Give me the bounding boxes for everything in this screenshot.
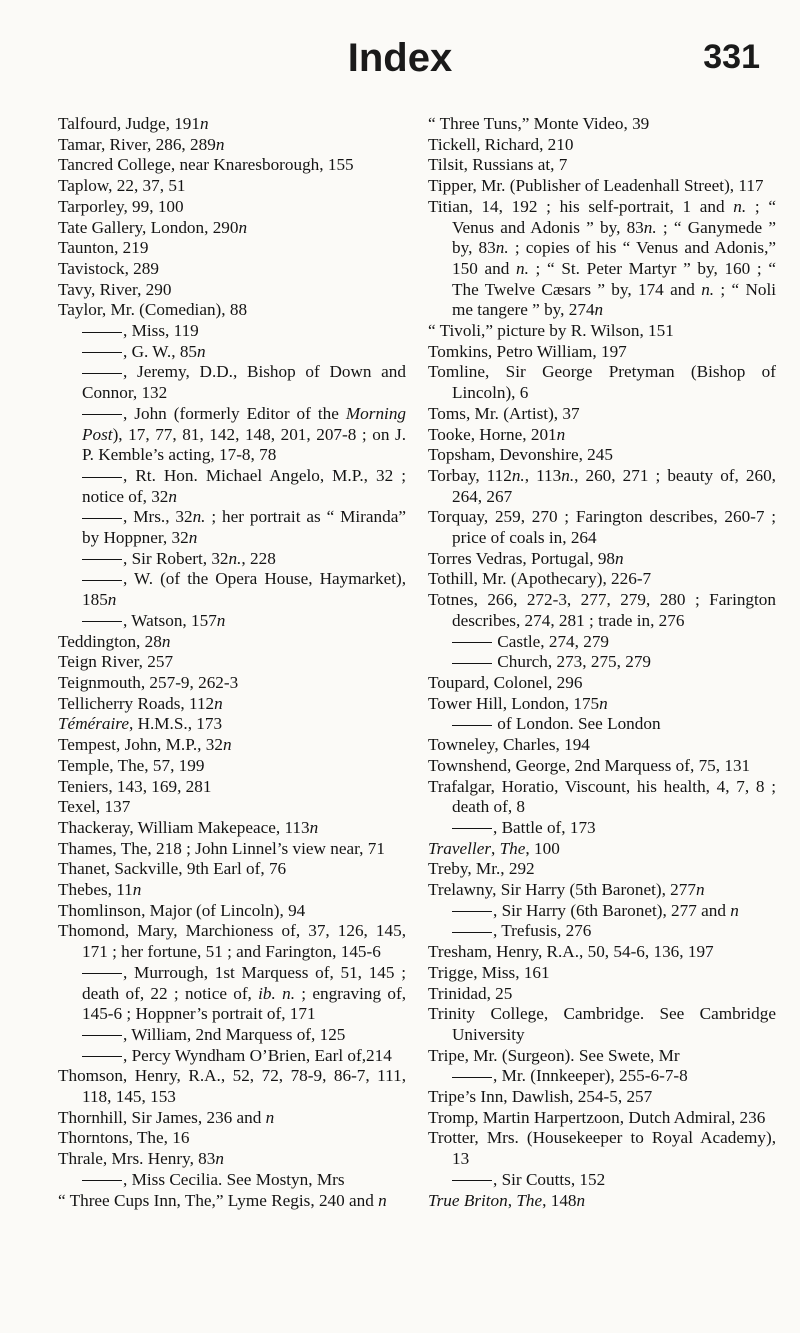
index-entry xyxy=(58,901,406,922)
entry-text: Treby, Mr., 292 xyxy=(428,859,535,879)
entry-text: , H.M.S., 173 xyxy=(128,714,223,734)
entry-text: Castle, 274, 279 xyxy=(493,631,610,651)
index-entry xyxy=(428,507,776,548)
entry-text: , Battle of, 173 xyxy=(493,817,596,837)
entry-text: Thornhill, Sir James, 236 and xyxy=(58,1107,266,1127)
entry-text: , Mr. (Innkeeper), 255-6-7-8 xyxy=(493,1066,688,1086)
index-subentry xyxy=(428,818,776,839)
entry-text: Titian, 14, 192 ; his self-portrait, 1 and xyxy=(428,196,734,216)
entry-text: Taylor, Mr. (Comedian), 88 xyxy=(58,300,248,320)
entry-text: Tomkins, Petro William, 197 xyxy=(428,341,627,361)
entry-text: Tooke, Horne, 201 xyxy=(428,424,557,444)
index-entry xyxy=(58,1149,406,1170)
entry-text-italic: Traveller xyxy=(428,838,492,858)
entry-text-italic: n xyxy=(594,300,604,320)
index-entry xyxy=(58,921,406,962)
entry-text-italic: n xyxy=(197,341,206,361)
entry-text: , Miss, 119 xyxy=(123,321,199,341)
entry-text-italic: n xyxy=(695,880,705,900)
index-subentry xyxy=(58,1046,406,1067)
entry-text: , xyxy=(491,838,500,858)
entry-text: Toupard, Colonel, 296 xyxy=(428,672,583,692)
index-entry xyxy=(58,632,406,653)
ditto-dash xyxy=(82,332,122,333)
ditto-dash xyxy=(452,1180,492,1181)
index-subentry xyxy=(428,714,776,735)
ditto-dash xyxy=(82,621,122,622)
entry-text: , Murrough, 1st Marquess of, 51, 145 ; death of, 22 ; notice of, xyxy=(82,962,406,1003)
entry-text: Thebes, 11 xyxy=(58,880,133,900)
entry-text: Thomond, Mary, Marchioness of, 37, 126, 145, 171 ; her fortune, 51 ; and Farington, 145-6 xyxy=(58,921,406,962)
index-entry xyxy=(428,445,776,466)
entry-text: Torquay, 259, 270 ; Farington describes, 260-7 ; price of coals in, 264 xyxy=(428,507,776,548)
index-entry xyxy=(428,777,776,818)
index-subentry xyxy=(58,611,406,632)
entry-text: Church, 273, 275, 279 xyxy=(493,652,652,672)
index-entry xyxy=(58,1066,406,1107)
index-subentry xyxy=(428,901,776,922)
index-subentry xyxy=(428,652,776,673)
entry-text: Talfourd, Judge, 191 xyxy=(58,114,200,133)
index-entry xyxy=(428,425,776,446)
index-entry xyxy=(58,880,406,901)
index-entry xyxy=(58,714,406,735)
index-entry xyxy=(58,1128,406,1149)
entry-text: Trinidad, 25 xyxy=(428,983,513,1003)
entry-text: , 100 xyxy=(525,838,560,858)
entry-text: Tothill, Mr. (Apothecary), 226-7 xyxy=(428,569,652,589)
entry-text: , Sir Coutts, 152 xyxy=(493,1169,606,1189)
entry-text: Thanet, Sackville, 9th Earl of, 76 xyxy=(58,859,287,879)
entry-text-italic: n xyxy=(215,1149,224,1169)
index-subentry xyxy=(428,1170,776,1191)
entry-text-italic: n xyxy=(599,693,608,713)
index-entry xyxy=(428,155,776,176)
entry-text-italic: n xyxy=(216,610,226,630)
entry-text: , Trefusis, 276 xyxy=(493,921,592,941)
index-entry xyxy=(428,197,776,321)
entry-text-italic: n xyxy=(214,693,223,713)
index-entry xyxy=(428,942,776,963)
entry-text: , xyxy=(507,1190,517,1210)
index-entry xyxy=(428,880,776,901)
entry-text: Thomlinson, Major (of Lincoln), 94 xyxy=(58,900,306,920)
ditto-dash xyxy=(452,932,492,933)
entry-text: Tavy, River, 290 xyxy=(58,279,172,299)
ditto-dash xyxy=(82,414,122,415)
ditto-dash xyxy=(452,663,492,664)
entry-text: , Miss Cecilia. See Mostyn, Mrs xyxy=(123,1169,345,1189)
index-entry xyxy=(428,590,776,631)
index-entry xyxy=(58,777,406,798)
entry-text-italic: The xyxy=(516,1190,543,1210)
index-entry xyxy=(428,342,776,363)
entry-text-italic: Morning Post xyxy=(82,403,406,444)
entry-text-italic: n. xyxy=(515,258,529,278)
entry-text: , Rt. Hon. Michael Angelo, M.P., 32 ; notice of, 32 xyxy=(82,465,406,506)
entry-text: Tempest, John, M.P., 32 xyxy=(58,735,223,755)
entry-text: Trotter, Mrs. (Housekeeper to Royal Academy), 13 xyxy=(428,1128,776,1169)
entry-text: , Jeremy, D.D., Bishop of Down and Connor, 132 xyxy=(82,362,406,403)
index-subentry xyxy=(428,632,776,653)
index-entry xyxy=(428,114,776,135)
entry-text: , 148 xyxy=(542,1190,577,1210)
entry-text: , Mrs., 32 xyxy=(123,507,193,527)
index-entry xyxy=(428,963,776,984)
entry-text-italic: n xyxy=(132,880,142,900)
index-entry xyxy=(428,1087,776,1108)
entry-text: Taplow, 22, 37, 51 xyxy=(58,176,186,196)
entry-text: Thrale, Mrs. Henry, 83 xyxy=(58,1149,216,1169)
entry-text: “ Three Tuns,” Monte Video, 39 xyxy=(428,114,650,133)
entry-text-italic: n. xyxy=(733,196,747,216)
index-entry xyxy=(428,466,776,507)
entry-text-italic: n. xyxy=(495,238,509,258)
entry-text: Trinity College, Cambridge. See Cambridge University xyxy=(428,1004,776,1044)
entry-text-italic: n. xyxy=(561,465,575,485)
entry-text: Tate Gallery, London, 290 xyxy=(58,217,239,237)
entry-text: Texel, 137 xyxy=(58,797,131,817)
entry-text: Tamar, River, 286, 289 xyxy=(58,134,216,154)
index-entry xyxy=(58,797,406,818)
entry-text: Tancred College, near Knaresborough, 155 xyxy=(58,155,354,175)
page-number: 331 xyxy=(703,38,760,76)
index-entry xyxy=(58,259,406,280)
index-entry xyxy=(428,735,776,756)
entry-text: , Sir Robert, 32 xyxy=(123,548,229,568)
entry-text-italic: Téméraire xyxy=(58,714,129,734)
index-column-right xyxy=(428,114,776,1211)
entry-text: Taunton, 219 xyxy=(58,238,149,258)
index-subentry xyxy=(58,466,406,507)
entry-text: , John (formerly Editor of the xyxy=(123,403,346,423)
entry-text: Tellicherry Roads, 112 xyxy=(58,693,215,713)
index-entry xyxy=(58,114,406,135)
index-entry xyxy=(58,1108,406,1129)
index-entry xyxy=(58,238,406,259)
entry-text-italic: n xyxy=(168,486,177,506)
entry-text: Towneley, Charles, 194 xyxy=(428,735,590,755)
entry-text: ; “ Ganymede ” by, 83 xyxy=(452,217,777,258)
entry-text: ; “ Noli me tangere ” by, 274 xyxy=(452,279,776,320)
index-entry xyxy=(428,859,776,880)
index-subentry xyxy=(58,569,406,610)
index-subentry xyxy=(428,921,776,942)
entry-text: , 260, 271 ; beauty of, 260, 264, 267 xyxy=(452,465,776,506)
index-column-left xyxy=(58,114,406,1211)
index-entry xyxy=(428,1004,776,1045)
entry-text-italic: n xyxy=(730,900,739,920)
index-entry xyxy=(428,1128,776,1169)
entry-text: Torbay, 112 xyxy=(428,465,512,485)
index-entry xyxy=(58,197,406,218)
index-entry xyxy=(58,818,406,839)
entry-text: Tomline, Sir George Pretyman (Bishop of Lincoln), 6 xyxy=(428,362,776,403)
entry-text: , 228 xyxy=(241,548,276,568)
entry-text-italic: n xyxy=(238,217,248,237)
entry-text: , Watson, 157 xyxy=(123,610,217,630)
entry-text: Thackeray, William Makepeace, 113 xyxy=(58,817,310,837)
entry-text: Teign River, 257 xyxy=(58,652,174,672)
entry-text-italic: n xyxy=(188,528,198,548)
entry-text: Totnes, 266, 272-3, 277, 279, 280 ; Farington describes, 274, 281 ; trade in, 276 xyxy=(428,590,776,630)
ditto-dash xyxy=(82,973,122,974)
entry-text-italic: n. xyxy=(643,217,657,237)
entry-text: Thorntons, The, 16 xyxy=(58,1128,190,1148)
entry-text-italic: True Briton xyxy=(428,1190,508,1210)
entry-text-italic: n. xyxy=(511,465,525,485)
index-entry xyxy=(428,549,776,570)
entry-text: Trelawny, Sir Harry (5th Baronet), 277 xyxy=(428,880,696,900)
index-entry xyxy=(428,1191,776,1212)
entry-text-italic: The xyxy=(499,838,526,858)
ditto-dash xyxy=(452,1077,492,1078)
entry-text-italic: n xyxy=(107,590,117,610)
entry-text: Topsham, Devonshire, 245 xyxy=(428,445,613,465)
entry-text: , G. W., 85 xyxy=(123,341,198,361)
entry-text: Tarporley, 99, 100 xyxy=(58,196,184,216)
index-entry xyxy=(428,839,776,860)
entry-text: ; her portrait as “ Miranda” by Hoppner, 32 xyxy=(82,507,406,548)
entry-text-italic: n xyxy=(222,735,232,755)
ditto-dash xyxy=(82,1056,122,1057)
ditto-dash xyxy=(452,828,492,829)
index-entry xyxy=(58,756,406,777)
ditto-dash xyxy=(82,477,122,478)
entry-text: Tromp, Martin Harpertzoon, Dutch Admiral, 236 xyxy=(428,1107,766,1127)
entry-text: “ Three Cups Inn, The,” Lyme Regis, 240 and xyxy=(58,1190,379,1210)
entry-text: Teignmouth, 257-9, 262-3 xyxy=(58,672,239,692)
entry-text: , Percy Wyndham O’Brien, Earl of,214 xyxy=(123,1045,392,1065)
entry-text: of London. See London xyxy=(493,714,661,734)
entry-text: Torres Vedras, Portugal, 98 xyxy=(428,548,616,568)
entry-text: , Sir Harry (6th Baronet), 277 and xyxy=(493,900,731,920)
index-subentry xyxy=(58,1170,406,1191)
entry-text: Tresham, Henry, R.A., 50, 54-6, 136, 197 xyxy=(428,942,714,962)
entry-text-italic: n xyxy=(615,548,624,568)
entry-text-italic: n xyxy=(378,1190,387,1210)
entry-text: Townshend, George, 2nd Marquess of, 75, 131 xyxy=(428,755,751,775)
index-entry xyxy=(428,569,776,590)
index-subentry xyxy=(58,321,406,342)
index-entry xyxy=(428,362,776,403)
entry-text: Tower Hill, London, 175 xyxy=(428,693,600,713)
index-subentry xyxy=(58,342,406,363)
index-subentry xyxy=(428,1066,776,1087)
index-entry xyxy=(58,155,406,176)
index-entry xyxy=(58,694,406,715)
index-entry xyxy=(58,300,406,321)
entry-text-italic: n xyxy=(309,817,319,837)
index-entry xyxy=(58,218,406,239)
index-entry xyxy=(58,839,406,860)
ditto-dash xyxy=(82,518,122,519)
index-subentry xyxy=(58,963,406,1025)
entry-text: , 113 xyxy=(524,465,562,485)
index-entry xyxy=(428,1046,776,1067)
index-entry xyxy=(58,176,406,197)
entry-text: “ Tivoli,” picture by R. Wilson, 151 xyxy=(428,321,674,341)
entry-text: ; “ St. Peter Martyr ” by, 160 ; “ The Twelve Cæsars ” by, 174 and xyxy=(452,258,776,299)
entry-text: Tipper, Mr. (Publisher of Leadenhall Street), 117 xyxy=(428,176,764,196)
index-entry xyxy=(428,1108,776,1129)
entry-text-italic: n xyxy=(200,114,209,133)
entry-text: , William, 2nd Marquess of, 125 xyxy=(123,1024,346,1044)
entry-text-italic: n xyxy=(161,631,171,651)
entry-text: Tripe, Mr. (Surgeon). See Swete, Mr xyxy=(428,1045,680,1065)
index-entry xyxy=(428,756,776,777)
index-entry xyxy=(428,984,776,1005)
ditto-dash xyxy=(82,352,122,353)
entry-text: Tavistock, 289 xyxy=(58,258,159,278)
entry-text: ; “ Venus and Adonis ” by, 83 xyxy=(452,196,776,237)
index-entry xyxy=(58,652,406,673)
entry-text: ), 17, 77, 81, 142, 148, 201, 207-8 ; on J. P. Kemble’s acting, 17-8, 78 xyxy=(82,424,406,465)
index-subentry xyxy=(58,1025,406,1046)
index-subentry xyxy=(58,404,406,466)
entry-text: ; engraving of, 145-6 ; Hoppner’s portrait of, 171 xyxy=(82,983,406,1024)
entry-text: Tilsit, Russians at, 7 xyxy=(428,155,568,175)
ditto-dash xyxy=(82,1035,122,1036)
entry-text: Thomson, Henry, R.A., 52, 72, 78-9, 86-7, 111, 118, 145, 153 xyxy=(58,1066,406,1107)
page-title: Index xyxy=(347,36,453,80)
entry-text-italic: n xyxy=(576,1190,586,1210)
entry-text: Tripe’s Inn, Dawlish, 254-5, 257 xyxy=(428,1087,653,1107)
entry-text: Trigge, Miss, 161 xyxy=(428,962,550,982)
entry-text: ; copies of his “ Venus and Adonis,” 150 and xyxy=(452,238,776,278)
index-entry xyxy=(58,859,406,880)
entry-text: Teniers, 143, 169, 281 xyxy=(58,776,212,796)
entry-text-italic: n. xyxy=(192,507,206,527)
entry-text-italic: n. xyxy=(228,548,242,568)
entry-text-italic: ib. n. xyxy=(258,983,296,1003)
entry-text: Trafalgar, Horatio, Viscount, his health, 4, 7, 8 ; death of, 8 xyxy=(428,776,776,817)
entry-text-italic: n xyxy=(556,424,566,444)
entry-text: Toms, Mr. (Artist), 37 xyxy=(428,403,580,423)
index-entry xyxy=(58,280,406,301)
index-entry xyxy=(428,321,776,342)
ditto-dash xyxy=(452,911,492,912)
index-entry xyxy=(428,694,776,715)
index-entry xyxy=(428,176,776,197)
ditto-dash xyxy=(452,725,492,726)
index-entry xyxy=(428,135,776,156)
index-entry xyxy=(428,673,776,694)
entry-text-italic: n xyxy=(215,134,225,154)
index-entry xyxy=(58,1191,406,1212)
index-subentry xyxy=(58,362,406,403)
ditto-dash xyxy=(82,559,122,560)
ditto-dash xyxy=(82,1180,122,1181)
running-head xyxy=(0,30,800,90)
entry-text: Tickell, Richard, 210 xyxy=(428,134,574,154)
entry-text: Teddington, 28 xyxy=(58,631,162,651)
ditto-dash xyxy=(82,373,122,374)
entry-text: , W. (of the Opera House, Haymarket), 185 xyxy=(82,569,406,610)
index-entry xyxy=(428,404,776,425)
index-entry xyxy=(58,673,406,694)
entry-text: Thames, The, 218 ; John Linnel’s view near, 71 xyxy=(58,838,385,858)
index-entry xyxy=(58,735,406,756)
ditto-dash xyxy=(82,580,122,581)
entry-text-italic: n. xyxy=(701,279,715,299)
ditto-dash xyxy=(452,642,492,643)
index-entry xyxy=(58,135,406,156)
entry-text: Temple, The, 57, 199 xyxy=(58,755,205,775)
index-subentry xyxy=(58,549,406,570)
entry-text-italic: n xyxy=(265,1107,275,1127)
index-subentry xyxy=(58,507,406,548)
